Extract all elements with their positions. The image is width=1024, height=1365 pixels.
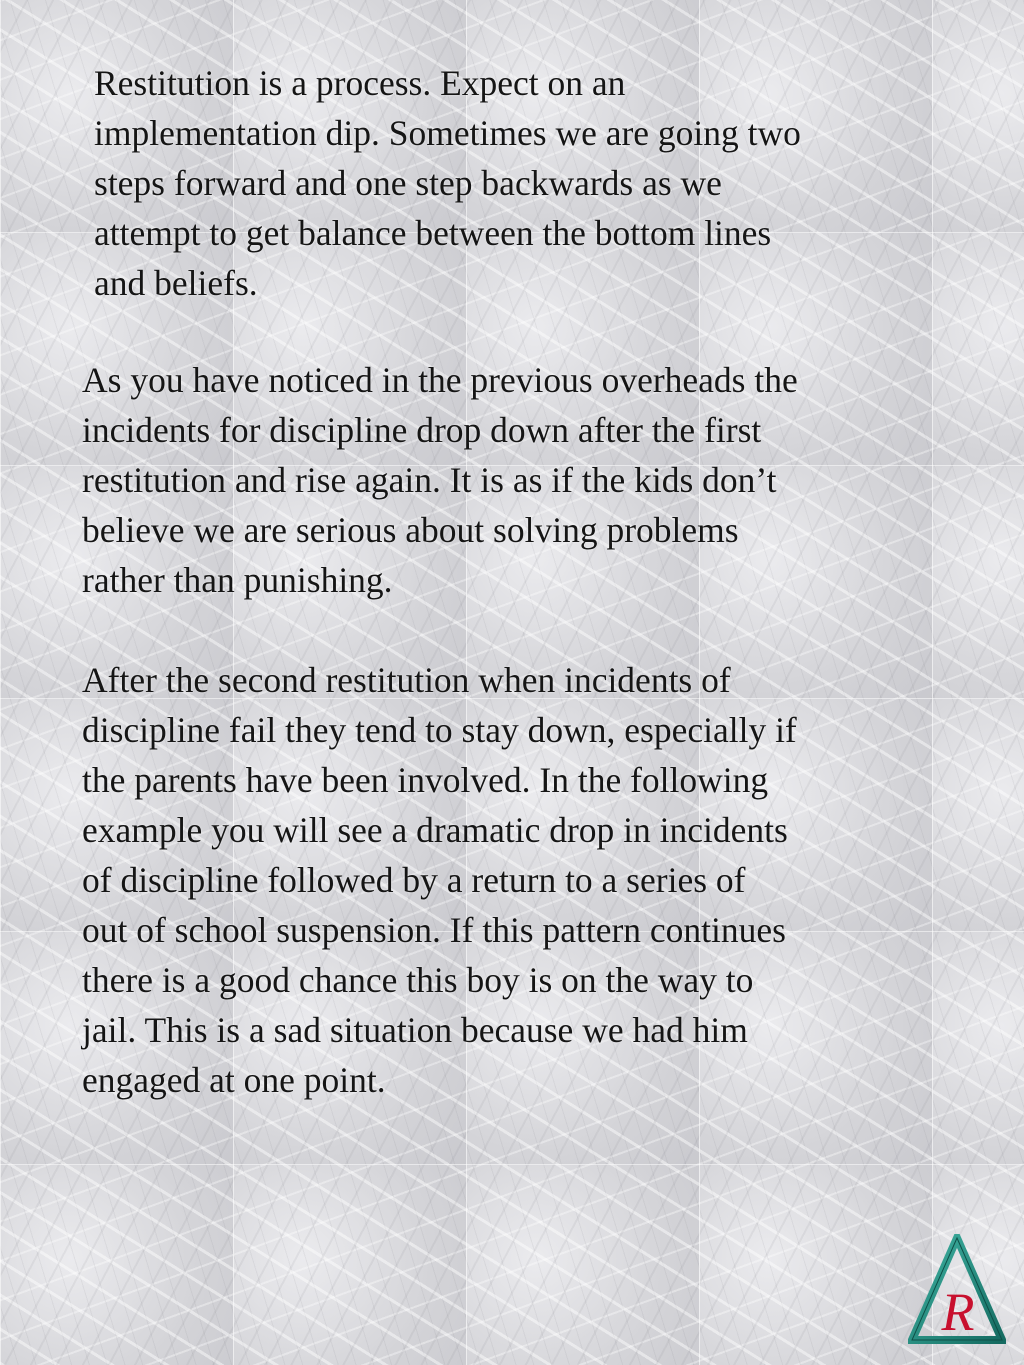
logo-letter: R bbox=[941, 1282, 975, 1342]
paragraph-second-restitution: After the second restitution when incidents of discipline fail they tend to stay down, especially if the parents have been involved. In the following example you will see a dramatic drop in incidents of discipline followed by a return to a series of out of school suspension. If this pattern continues there is a good chance this boy is on the way to jail. This is a sad situation because we had him engaged at one point. bbox=[82, 660, 797, 1100]
triangle-r-logo-icon bbox=[908, 1234, 1006, 1346]
paragraph-implementation-dip: Restitution is a process. Expect on an implementation dip. Sometimes we are going two steps forward and one step backwards as we attempt to get balance between the bottom lines and beliefs. bbox=[94, 63, 801, 303]
paragraph-discipline-incidents: As you have noticed in the previous overheads the incidents for discipline drop down after the first restitution and rise again. It is as if the kids don’t believe we are serious about solving problems rather than punishing. bbox=[82, 360, 798, 600]
